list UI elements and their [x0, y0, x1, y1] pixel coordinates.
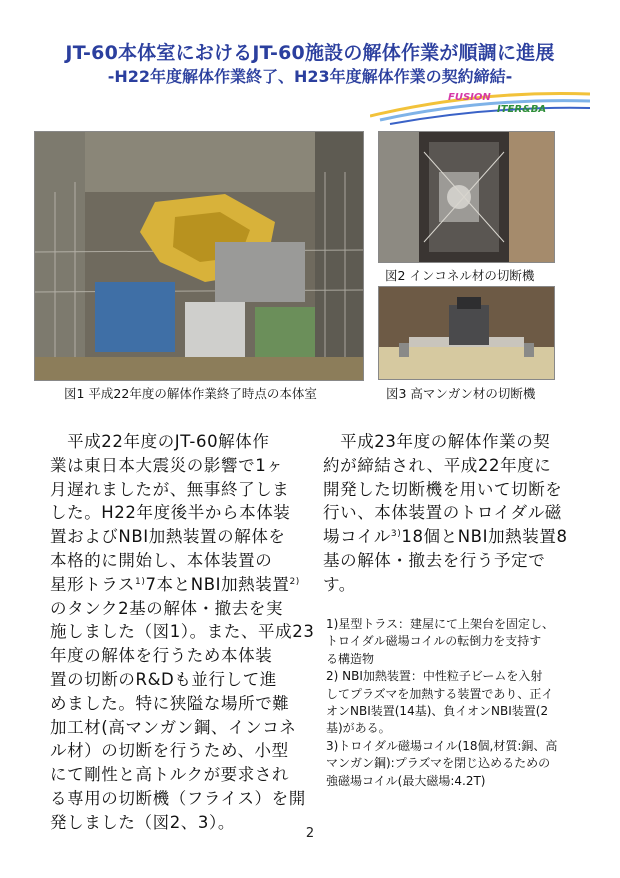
text-line: 月遅れましたが、無事終了しま [50, 479, 290, 499]
text-line: した。H22年度後半から本体装 [50, 503, 291, 523]
text-line: 平成23年度の解体作業の契 [323, 432, 551, 451]
page-title: JT-60本体室におけるJT-60施設の解体作業が順調に進展 [65, 42, 555, 64]
footnote-ref: 1) [135, 576, 146, 587]
footnote-line: 3)トロイダル磁場コイル(18個,材質:銅、高 [326, 738, 558, 753]
footnote-ref: 3) [390, 529, 402, 540]
text-line: 本格的に開始し、本体装置の [50, 550, 273, 570]
footnote-line: 1)星型トラス：建屋にて上架台を固定し、 [326, 617, 554, 631]
inconel-cutter-photo [378, 131, 555, 263]
text-line: めました。特に狭隘な場所で難 [50, 693, 290, 713]
text-line: 加工材(高マンガン鋼、インコネ [50, 717, 297, 737]
footnote-line: マンガン鋼):プラズマを閉じ込めるための [326, 756, 551, 771]
footnote-line: オンNBI装置(14基)、負イオンNBI装置(2 [326, 704, 549, 719]
text-line: ル材）の切断を行うため、小型 [50, 741, 289, 761]
footnote-line: る構造物 [326, 651, 375, 666]
footnote-line: 2) NBI加熱装置：中性粒子ビームを入射 [326, 669, 543, 684]
text-line: 年度の解体を行うため本体装 [50, 646, 273, 666]
fusion-tag: FUSION [448, 92, 491, 103]
text-fragment: 7本とNBI加熱装置 [145, 574, 290, 594]
text-line [50, 573, 306, 597]
text-line: 行い、本体装置のトロイダル磁 [323, 503, 562, 523]
text-line: にて剛性と高トルクが要求され [50, 765, 290, 785]
footnotes [326, 616, 576, 790]
manganese-cutter-photo [378, 286, 555, 380]
left-column-text [50, 430, 315, 835]
text-line: 発しました（図2、3）。 [50, 812, 235, 832]
right-column-text [323, 430, 578, 597]
fig2-caption: 図2 インコネル材の切断機 [385, 268, 535, 283]
text-line: のタンク2基の解体・撤去を実 [50, 598, 284, 618]
text-fragment: 星形トラス [50, 574, 136, 594]
text-fragment: 18個とNBI加熱装置8 [401, 527, 568, 547]
page-number: 2 [305, 826, 315, 841]
text-line [323, 525, 578, 549]
fig1-caption: 図1 平成22年度の解体作業終了時点の本体室 [64, 386, 317, 401]
text-line: 施しました（図1）。また、平成23 [50, 622, 315, 642]
torus-hall-photo [34, 131, 364, 381]
footnote-line: 強磁場コイル(最大磁場:4.2T) [326, 773, 486, 788]
text-line: す。 [323, 574, 356, 594]
iter-ba-tag: ITER&BA [497, 104, 547, 115]
text-line: 業は東日本大震災の影響で1ヶ [50, 455, 284, 475]
text-line: 基の解体・撤去を行う予定で [323, 550, 546, 570]
text-fragment: 場コイル [323, 527, 391, 547]
footnote-line: トロイダル磁場コイルの転倒力を支持す [326, 634, 542, 649]
page-subtitle: -H22年度解体作業終了、H23年度解体作業の契約締結- [107, 67, 513, 86]
text-line: 置およびNBI加熱装置の解体を [50, 527, 286, 547]
footnote-line: 基)がある。 [326, 721, 391, 736]
footnote-ref: 2) [289, 576, 300, 587]
text-line: 平成22年度のJT-60解体作 [50, 432, 270, 451]
text-line: 約が締結され、平成22年度に [323, 455, 552, 475]
text-line: る専用の切断機（フライス）を開 [50, 788, 306, 808]
text-line: 置の切断のR&Dも並行して進 [50, 669, 277, 689]
text-line: 開発した切断機を用いて切断を [323, 479, 563, 499]
footnote-line: してプラズマを加熱する装置であり、正イ [326, 686, 554, 701]
fig3-caption: 図3 高マンガン材の切断機 [386, 386, 536, 401]
